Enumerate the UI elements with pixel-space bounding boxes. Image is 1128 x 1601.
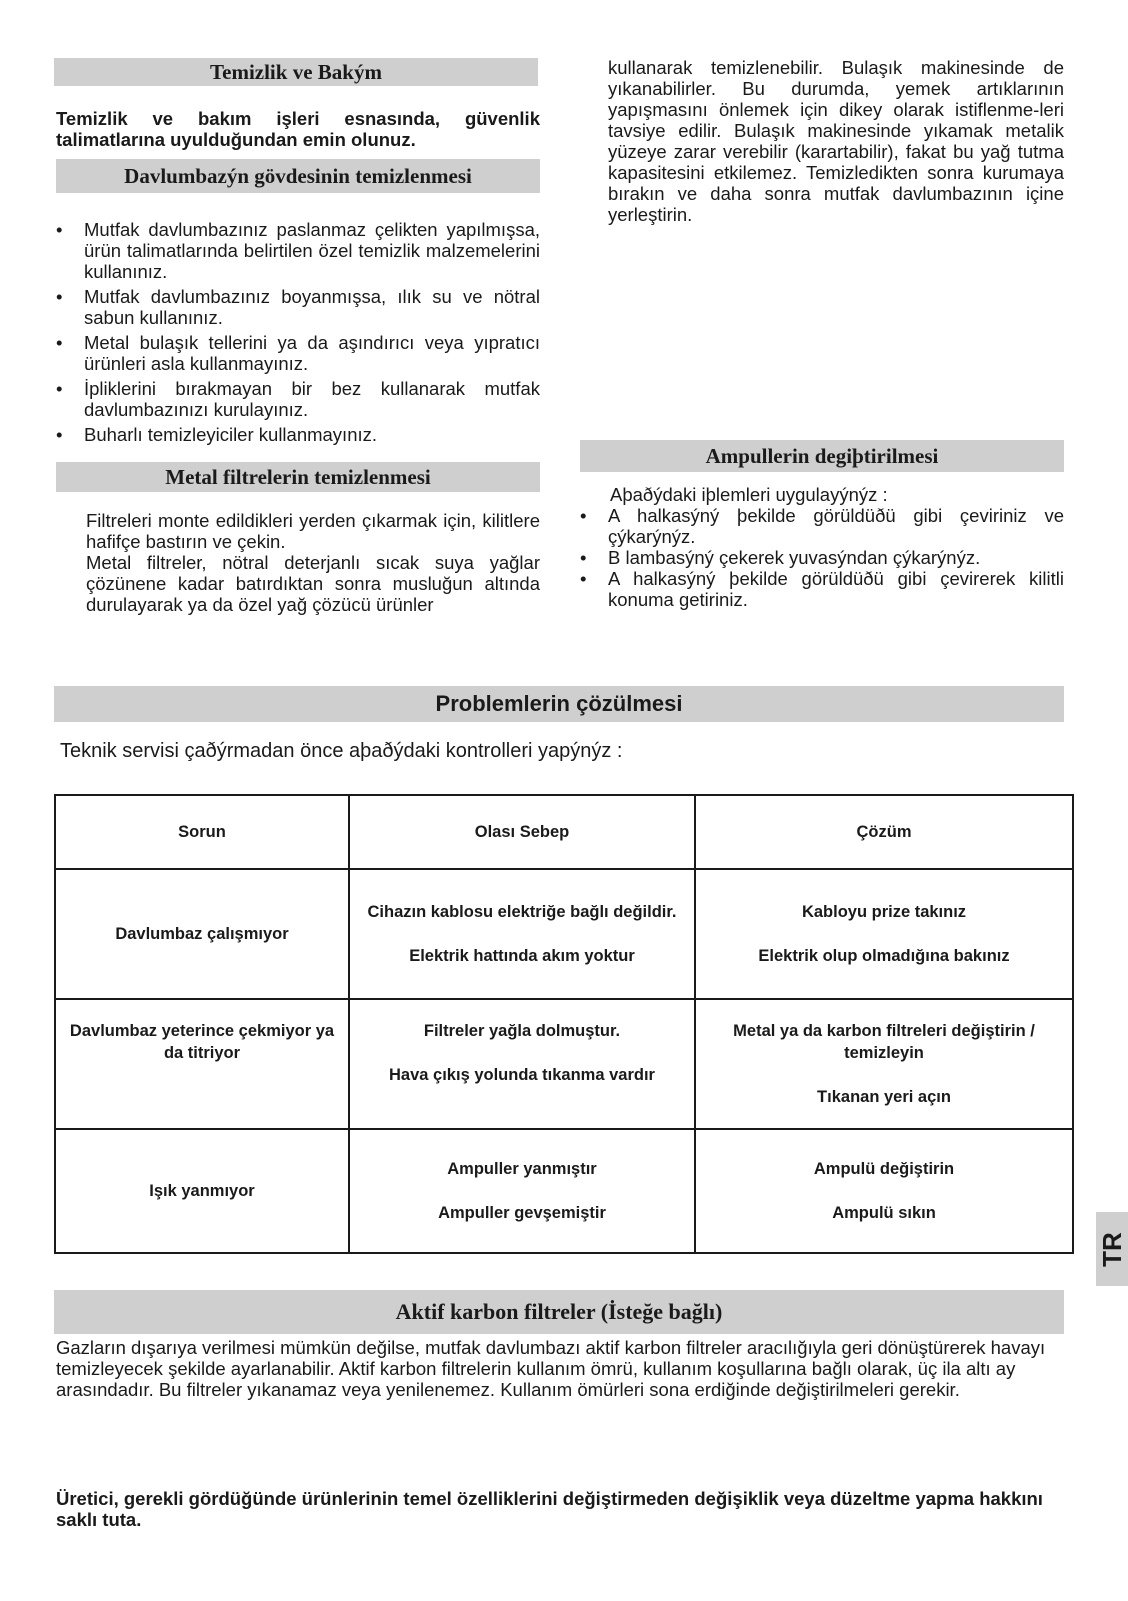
solution-cell	[695, 1129, 1073, 1253]
cause-cell	[349, 1129, 695, 1253]
problems-table	[54, 794, 1074, 1254]
list-item: • Mutfak davlumbazınız boyanmışsa, ılık su ve nötral sabun kullanınız.	[54, 286, 540, 328]
solution-cell	[695, 869, 1073, 999]
table-row	[55, 999, 1073, 1129]
column-header-problem: Sorun	[55, 795, 349, 869]
heading-body-cleaning: Davlumbazýn gövdesinin temizlenmesi	[56, 159, 540, 193]
language-tab	[1096, 1212, 1128, 1286]
cause-line: Ampuller gevşemiştir	[438, 1204, 606, 1222]
cause-line: Elektrik hattında akım yoktur	[409, 947, 635, 965]
cause-line: Cihazın kablosu elektriğe bağlı değildir.	[367, 903, 677, 921]
solution-line: Ampulü sıkın	[832, 1204, 936, 1222]
cause-line: Ampuller yanmıştır	[447, 1160, 597, 1178]
carbon-filters-text: Gazların dışarıya verilmesi mümkün değilse, mutfak davlumbazı aktif karbon filtreler aracılığıyla geri dönüştürerek havayı temizleyecek şekilde ayarlanabilir. Aktif karbon filtrelerin kullanım ömrü, kullanım koşullarına bağlı olarak, üç ila altı ay arasındadır. Bu filtreler yıkanamaz veya yenilenemez. Kullanım ömürleri sona erdiğinde değiştirilmeleri gerekir.	[56, 1337, 1046, 1400]
filter-paragraph-1: Filtreleri monte edildikleri yerden çıkarmak için, kilitlere hafifçe bastırın ve çekin.	[86, 510, 540, 552]
solution-line: Kabloyu prize takınız	[801, 903, 967, 921]
problem-cell: Davlumbaz çalışmıyor	[55, 869, 349, 999]
list-item: • Metal bulaşık tellerini ya da aşındırıcı veya yıpratıcı ürünleri asla kullanmayınız.	[54, 332, 540, 374]
cause-line: Filtreler yağla dolmuştur.	[423, 1022, 621, 1040]
column-header-solution: Çözüm	[695, 795, 1073, 869]
solution-cell	[695, 999, 1073, 1129]
bulbs-list	[578, 505, 1064, 610]
heading-cleaning: Temizlik ve Bakým	[54, 58, 538, 86]
list-item: • A halkasýný þekilde görüldüðü gibi çevirerek kilitli konuma getiriniz.	[578, 568, 1064, 610]
cause-cell	[349, 869, 695, 999]
intro-safety: Temizlik ve bakım işleri esnasında, güvenlik talimatlarına uyulduğundan emin olunuz.	[56, 108, 540, 150]
language-tab-label: TR	[1096, 1231, 1127, 1267]
column-header-cause: Olası Sebep	[349, 795, 695, 869]
list-item: • A halkasýný þekilde görüldüðü gibi çeviriniz ve çýkarýnýz.	[578, 505, 1064, 547]
heading-filter-cleaning: Metal filtrelerin temizlenmesi	[56, 462, 540, 492]
problem-cell: Davlumbaz yeterince çekmiyor ya da titriyor	[55, 999, 349, 1129]
heading-problems: Problemlerin çözülmesi	[54, 686, 1064, 722]
heading-carbon-filters: Aktif karbon filtreler (İsteğe bağlı)	[54, 1290, 1064, 1334]
filter-cleaning-text	[86, 510, 540, 615]
bulbs-section	[578, 484, 1064, 610]
list-item: • Buharlı temizleyiciler kullanmayınız.	[54, 424, 540, 445]
list-item: • İpliklerini bırakmayan bir bez kullanarak mutfak davlumbazınızı kurulayınız.	[54, 378, 540, 420]
heading-bulbs: Ampullerin degiþtirilmesi	[580, 440, 1064, 472]
bulbs-intro: Aþaðýdaki iþlemleri uygulayýnýz :	[610, 484, 888, 505]
problems-intro: Teknik servisi çaðýrmadan önce aþaðýdaki kontrolleri yapýnýz :	[60, 740, 623, 762]
manufacturer-disclaimer: Üretici, gerekli gördüğünde ürünlerinin temel özelliklerini değiştirmeden değişiklik veya düzeltme yapma hakkını saklı tuta.	[56, 1488, 1043, 1530]
solution-line: Tıkanan yeri açın	[817, 1088, 951, 1106]
filter-paragraph-2: Metal filtreler, nötral deterjanlı sıcak suya yağlar çözünene kadar batırdıktan sonra musluğun altında durulayarak ya da özel yağ çözücü ürünler	[86, 552, 540, 615]
table-row	[55, 1129, 1073, 1253]
cause-line: Hava çıkış yolunda tıkanma vardır	[389, 1066, 655, 1084]
cause-cell	[349, 999, 695, 1129]
table-row	[55, 869, 1073, 999]
solution-line: Ampulü değiştirin	[813, 1160, 955, 1178]
solution-line: Metal ya da karbon filtreleri değiştirin / temizleyin	[733, 1022, 1035, 1062]
solution-line: Elektrik olup olmadığına bakınız	[758, 947, 1010, 965]
list-item: • B lambasýný çekerek yuvasýndan çýkarýnýz.	[578, 547, 1064, 568]
body-cleaning-list	[54, 219, 540, 449]
problem-cell: Işık yanmıyor	[55, 1129, 349, 1253]
table-header-row	[55, 795, 1073, 869]
filter-cleaning-continued: kullanarak temizlenebilir. Bulaşık makinesinde de yıkanabilirler. Bu durumda, yemek artıklarının yapışmasını önlemek için dikey olarak istiflenme-leri tavsiye edilir. Bulaşık makinesinde yıkamak metalik yüzeye zarar verebilir (karartabilir), fakat bu yağ tutma kapasitesini etkilemez. Temizledikten sonra kurumaya bırakın ve daha sonra mutfak davlumbazının içine yerleştirin.	[608, 57, 1064, 225]
list-item: • Mutfak davlumbazınız paslanmaz çelikten yapılmışsa, ürün talimatlarında belirtilen özel temizlik malzemelerini kullanınız.	[54, 219, 540, 282]
